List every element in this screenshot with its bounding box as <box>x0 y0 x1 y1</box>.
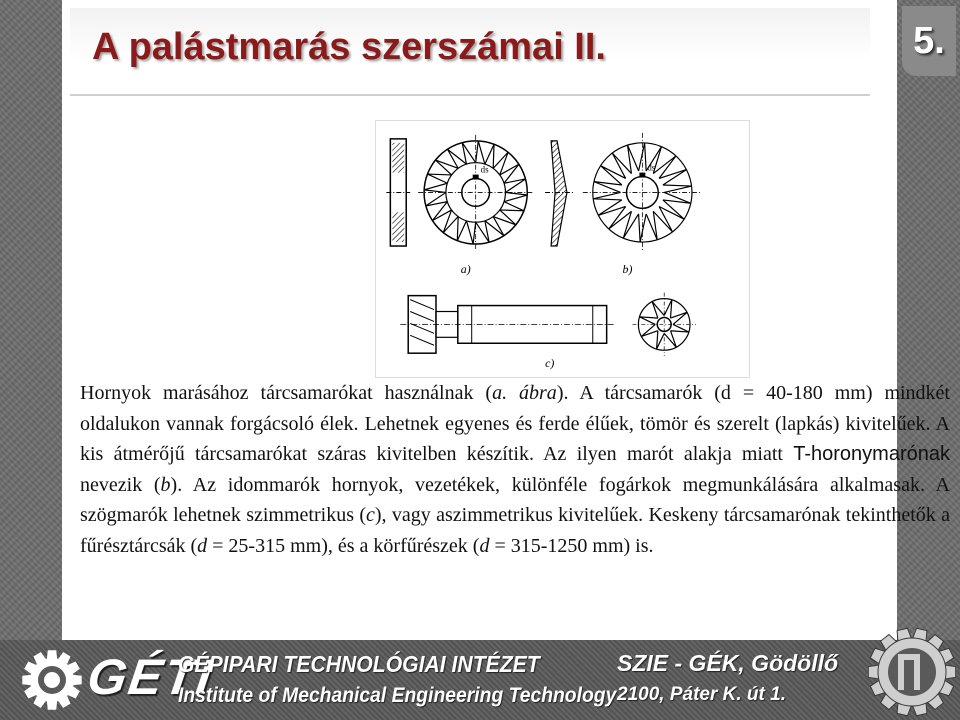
body-text-2: ). A tárcsamarók (d = 40-180 mm) mindkét oldalukon vannak forgácsoló élek. Lehetnek egyenes és ferde élűek, tömör és szerelt (lapkás) kivitelűek. A kis átmérőjű tárcsamarókat száras kivitelben készítik. Az ilyen marót alakja miatt <box>80 382 950 465</box>
cutter-tooth <box>664 300 672 318</box>
cutter-b-front <box>583 133 702 252</box>
cutter-tooth <box>476 221 489 242</box>
body-ref-b: b <box>160 473 171 496</box>
cutter-tooth <box>671 324 689 332</box>
cutter-tooth <box>594 182 622 193</box>
cutter-tooth <box>601 166 626 185</box>
cutter-c-shank <box>400 296 614 354</box>
cutter-tooth <box>424 183 447 192</box>
dim-label-a: ds <box>480 164 489 175</box>
cutter-tooth <box>466 221 475 244</box>
cutter-tooth <box>663 185 692 192</box>
cutter-tooth <box>598 200 625 215</box>
slide-title: A palástmarás szerszámai II. <box>92 26 606 68</box>
cutter-tooth <box>426 192 447 205</box>
footer-brand-name: GÉTI <box>84 649 217 705</box>
cutter-tooth <box>609 206 632 228</box>
gear-tooth <box>73 675 81 685</box>
cutter-tooth <box>659 200 684 219</box>
cutter-b-section <box>545 141 573 246</box>
cutter-tooth <box>476 141 485 164</box>
body-var-d1: d <box>197 534 208 557</box>
gear-tooth <box>47 701 57 709</box>
cutter-tooth <box>659 170 686 185</box>
milling-cutters-drawing <box>376 121 749 377</box>
cutter-tooth <box>462 143 475 164</box>
body-var-d2: d <box>479 534 490 557</box>
footer-address: 2100, Páter K. út 1. <box>617 684 786 705</box>
figure-label-a: a) <box>460 261 471 276</box>
cutter-tooth <box>646 211 657 239</box>
figure-label-b: b) <box>622 261 633 276</box>
cutter-tooth <box>641 324 658 336</box>
body-text-7: = 315-1250 mm) is. <box>489 534 654 557</box>
cutter-tooth <box>504 179 525 192</box>
figure-label-c: c) <box>545 356 555 371</box>
geti-gear-logo-icon <box>20 648 84 712</box>
footer-institute-hu: GÉPIPARI TECHNOLÓGIAI INTÉZET <box>178 651 540 677</box>
cutter-tooth <box>663 192 691 203</box>
cutter-tooth <box>653 156 676 178</box>
cutter-tooth <box>639 214 647 242</box>
cutter-a-section <box>386 139 410 246</box>
body-text-5: ), vagy aszimmetrikus kivitelűek. Keskeny tárcsamarónak tekinthetők a fűrésztárcsák ( <box>80 504 950 557</box>
body-text-4: ). Az idommarók hornyok, vezetékek, különféle fogárkok megmunkálására alkalmasak. A szögmarók lehetnek szimmetrikus ( <box>80 473 950 526</box>
gear-tooth <box>945 665 955 679</box>
cutter-tooth <box>504 192 527 201</box>
body-ref-c: c <box>366 504 375 526</box>
cutter-c-front <box>632 293 696 357</box>
cutter-tooth <box>671 312 688 324</box>
slide-number-badge: 5. <box>902 6 956 76</box>
cutter-a-front <box>418 135 533 250</box>
cutter-tooth <box>652 302 664 319</box>
body-paragraph <box>80 378 950 561</box>
body-t-slot-term: T-horonymarónak <box>793 443 950 465</box>
cutter-tooth <box>628 145 639 173</box>
body-ref-a: a. ábra <box>492 382 557 404</box>
cutter-tooth <box>593 192 622 199</box>
footer-institute-en: Institute of Mechanical Engineering Technology <box>178 684 617 707</box>
dim-label-b: ds <box>647 162 656 173</box>
university-gear-emblem-icon <box>868 624 956 720</box>
gear-tooth <box>868 665 878 679</box>
milling-cutters-figure <box>375 120 750 378</box>
body-text-1: Hornyok marásához tárcsamarókat használnak ( <box>80 382 493 404</box>
cutter-tooth <box>664 331 676 348</box>
gear-tooth <box>22 675 30 685</box>
body-text-6: = 25-315 mm), és a körfűrészek ( <box>207 534 480 557</box>
footer-university: SZIE - GÉK, Gödöllő <box>617 650 839 676</box>
cutter-tooth <box>640 317 658 325</box>
body-text-3: nevezik ( <box>80 473 161 496</box>
gear-tooth <box>47 650 57 658</box>
cutter-tooth <box>657 331 665 349</box>
